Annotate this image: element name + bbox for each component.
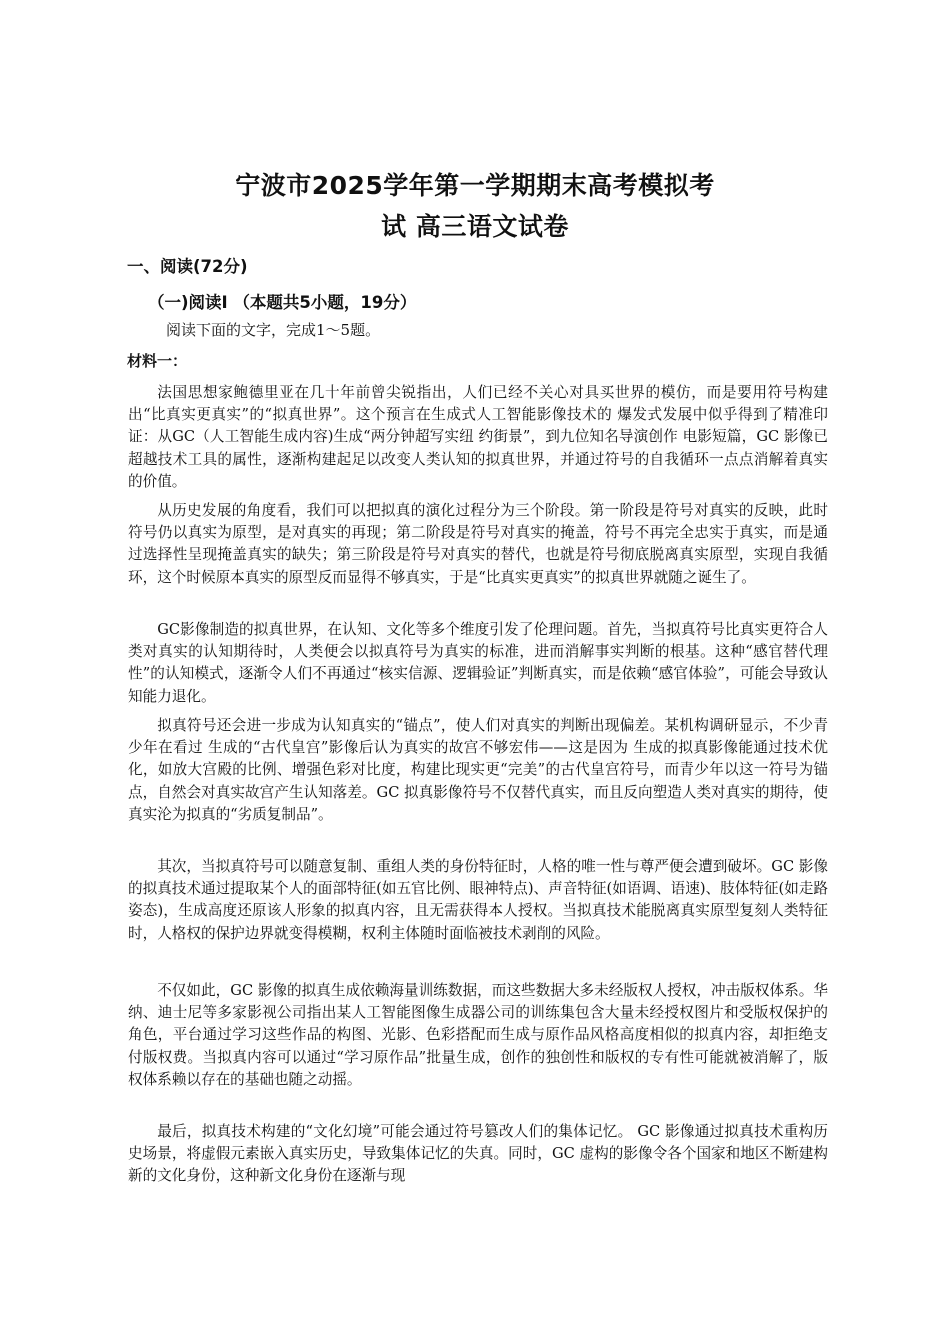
paragraph-7: 最后，拟真技术构建的“文化幻境”可能会通过符号篡改人们的集体记忆。 GC 影像通过拟真技术重构历史场景，将虚假元素嵌入真实历史，导致集体记忆的失真。同时，GC 虚构的影像令各个国家和地区不断建构新的文化身份，这种新文化身份在逐渐与现	[128, 1123, 828, 1185]
paragraph-5: 其次，当拟真符号可以随意复制、重组人类的身份特征时，人格的唯一性与尊严便会遭到破坏。GC 影像的拟真技术通过提取某个人的面部特征(如五官比例、眼神特点)、声音特征(如语调、语速)、肢体特征(如走路姿态)，生成高度还原该人形象的拟真内容，且无需获得本人授权。当拟真技术能脱离真实原型复刻人类特征时，人格权的保护边界就变得模糊，权利主体随时面临被技术剥削的风险。	[128, 858, 828, 942]
paragraph-1: 法国思想家鲍德里亚在几十年前曾尖锐指出，人们已经不关心对具买世界的模仿，而是要用符号构建出“比真实更真实”的“拟真世界”。这个预言在生成式人工智能影像技术的 爆发式发展中似乎得到了精准印证：从GC（人工智能生成内容)生成“两分钟超写实纽 约街景”，到九位知名导演创作 电影短篇，GC 影像已超越技术工具的属性，逐渐构建起足以改变人类认知的拟真世界，并通过符号的自我循环一点点消解着真实的价值。	[128, 384, 828, 490]
paragraph-4: 拟真符号还会进一步成为认知真实的“锚点”，使人们对真实的判断出现偏差。某机构调研显示，不少青少年在看过 生成的“古代皇宫”影像后认为真实的故宫不够宏伟——这是因为 生成的拟真影像能通过技术优化，如放大宫殿的比例、增强色彩对比度，构建比现实更“完美”的古代皇宫符号，而青少年以这一符号为锚点，自然会对真实故宫产生认知落差。GC 拟真影像符号不仅替代真实，而且反向塑造人类对真实的期待，使真实沦为拟真的“劣质复制品”。	[128, 717, 828, 823]
paragraph-6: 不仅如此，GC 影像的拟真生成依赖海量训练数据，而这些数据大多未经版权人授权，冲击版权体系。华纳、迪士尼等多家影视公司指出某人工智能图像生成器公司的训练集包含大量未经授权图片和受版权保护的角色，平台通过学习这些作品的构图、光影、色彩搭配而生成与原作品风格高度相似的拟真内容，却拒绝支付版权费。当拟真内容可以通过“学习原作品”批量生成，创作的独创性和版权的专有性可能就被消解了，版权体系赖以存在的基础也随之动摇。	[128, 982, 828, 1088]
instruction-text: 阅读下面的文字，完成1～5题。	[166, 321, 381, 339]
paragraph-2: 从历史发展的角度看，我们可以把拟真的演化过程分为三个阶段。第一阶段是符号对真实的反映，此时符号仍以真实为原型，是对真实的再现；第二阶段是符号对真实的掩盖，符号不再完全忠实于真实，而是通过选择性呈现掩盖真实的缺失；第三阶段是符号对真实的替代，也就是符号彻底脱离真实原型，实现自我循环，这个时候原本真实的原型反而显得不够真实，于是“比真实更真实”的拟真世界就随之诞生了。	[128, 502, 828, 586]
material-label: 材料一：	[127, 352, 188, 370]
subsection-heading: （一)阅读I （本题共5小题，19分）	[148, 293, 417, 312]
paragraph-3: GC影像制造的拟真世界，在认知、文化等多个维度引发了伦理问题。首先，当拟真符号比真实更符合人类对真实的认知期待时，人类便会以拟真符号为真实的标准，进而消解事实判断的根基。这种“感官替代理性”的认知模式，逐渐令人们不再通过“核实信源、逻辑验证”判断真实，而是依赖“感官体验”，可能会导致认知能力退化。	[128, 621, 828, 705]
section-heading: 一、阅读(72分)	[127, 257, 248, 276]
exam-title-line1: 宁波市2025学年第一学期期末高考模拟考	[235, 171, 715, 200]
exam-title-line2: 试 高三语文试卷	[381, 212, 569, 241]
